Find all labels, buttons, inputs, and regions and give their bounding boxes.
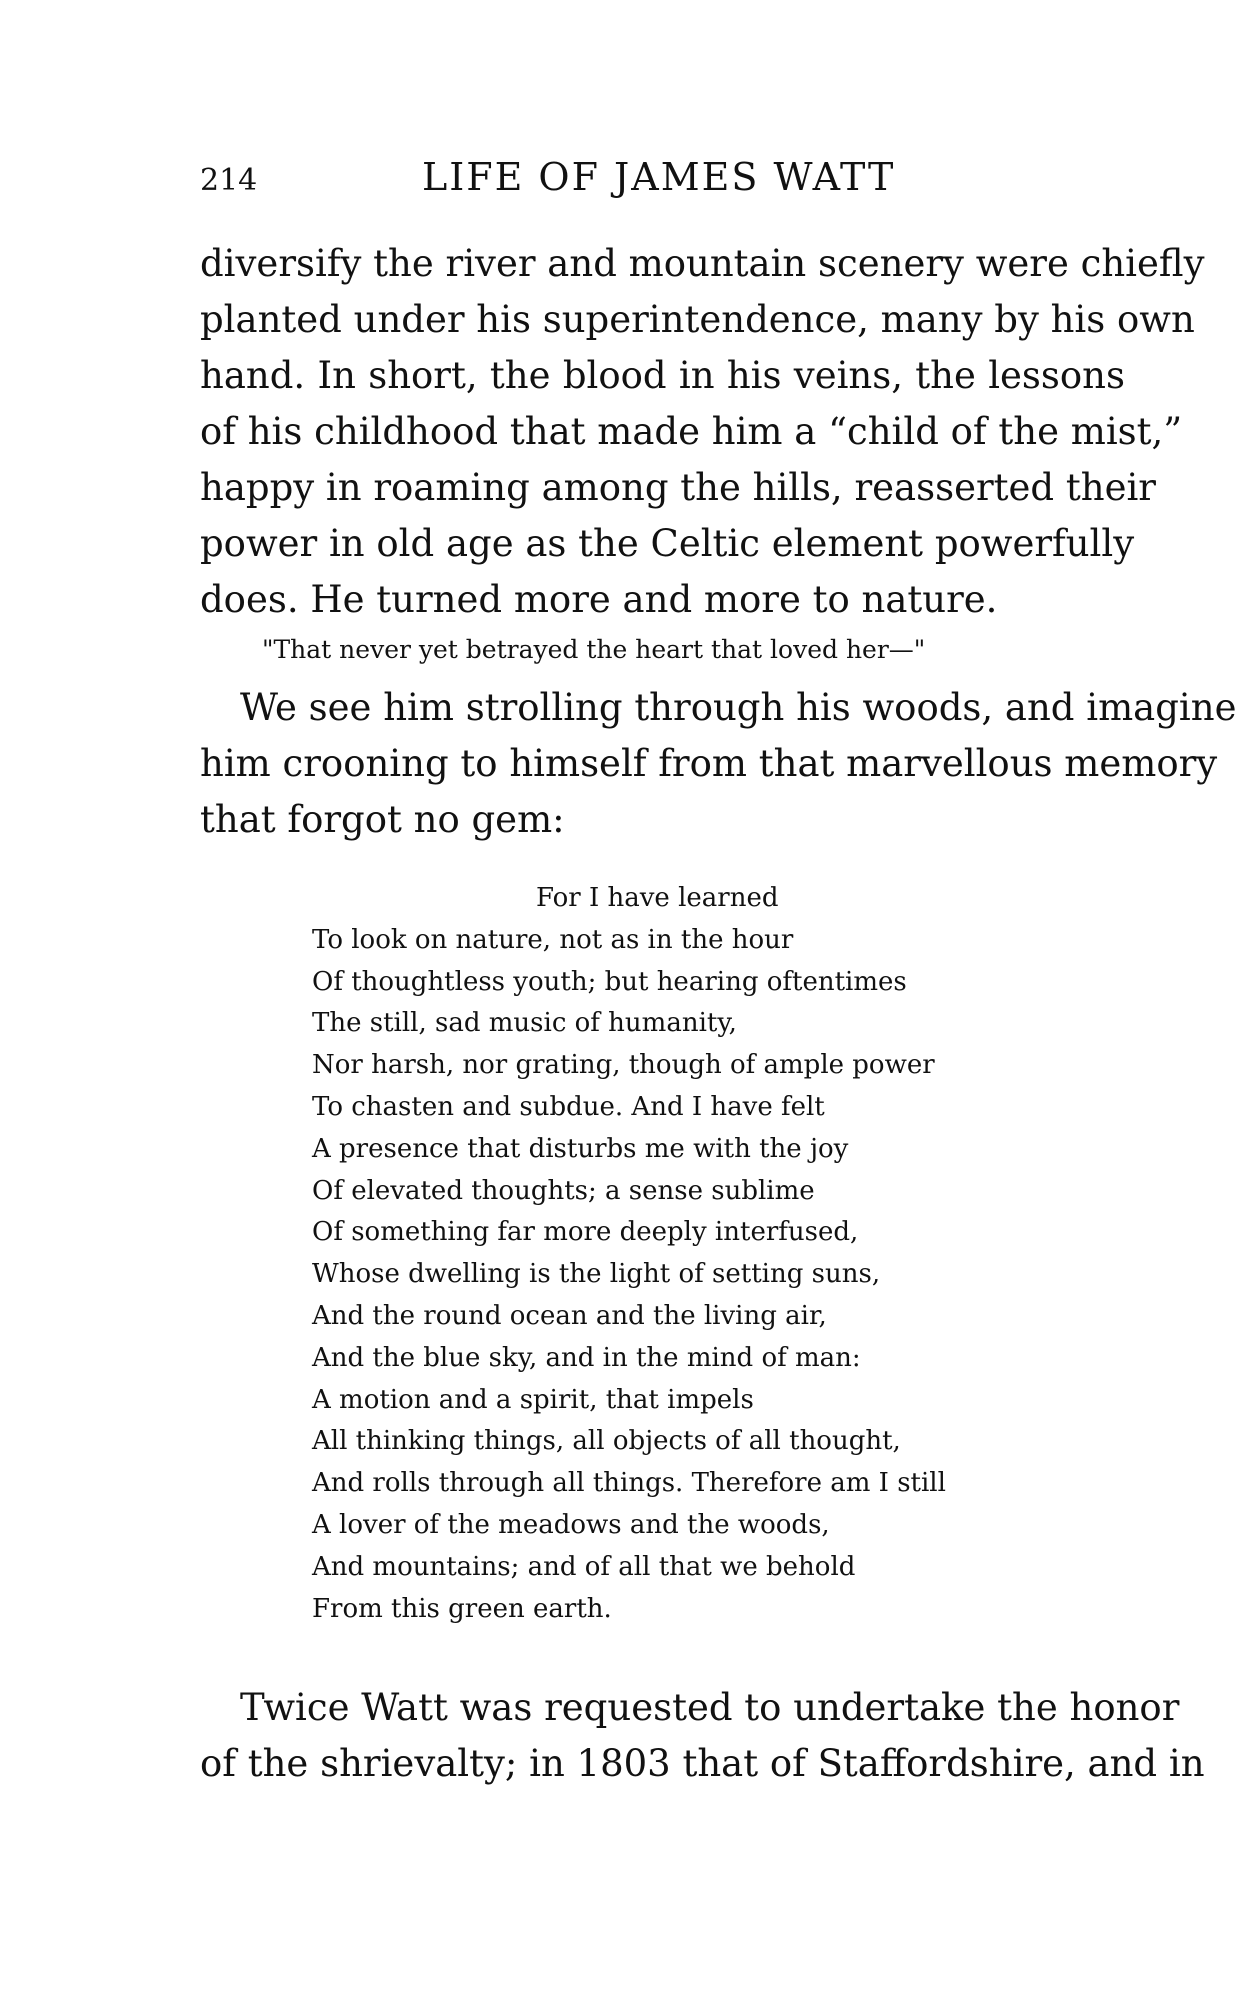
text-line: power in old age as the Celtic element powerfully [200,522,1135,565]
text-line: him crooning to himself from that marvellous memory [200,742,1218,785]
page-number: 214 [200,163,258,198]
poem-line: To chasten and subdue. And I have felt [312,1091,825,1122]
poem-line: Of elevated thoughts; a sense sublime [312,1175,815,1206]
poem-line: Whose dwelling is the light of setting suns, [312,1259,881,1290]
poem-line: Nor harsh, nor grating, though of ample power [312,1050,935,1081]
text-line: planted under his superintendence, many by his own [200,298,1195,341]
running-head [200,155,1125,205]
text-line: of his childhood that made him a “child of the mist,” [200,410,1183,453]
text-line: does. He turned more and more to nature. [200,578,998,621]
poem-line: To look on nature, not as in the hour [312,924,794,955]
poem-line: From this green earth. [312,1593,612,1624]
poem-line: For I have learned [536,883,779,913]
text-line: hand. In short, the blood in his veins, the lessons [200,354,1125,397]
poem-block [312,878,1072,1630]
text-line: Twice Watt was requested to undertake the honor [240,1686,1180,1729]
poem-line: And the round ocean and the living air, [312,1300,827,1331]
paragraph-3 [200,1680,1205,1792]
paragraph-2 [200,680,1237,848]
text-line: We see him strolling through his woods, and imagine [240,686,1237,729]
poem-line: A lover of the meadows and the woods, [312,1509,830,1540]
text-line: that forgot no gem: [200,798,565,841]
paragraph-1 [200,236,1205,628]
poem-line: And rolls through all things. Therefore am I still [312,1468,946,1499]
poem-line: And mountains; and of all that we behold [312,1551,856,1582]
poem-line: All thinking things, all objects of all thought, [312,1426,901,1457]
quoted-verse-line: "That never yet betrayed the heart that loved her—" [262,635,926,664]
poem-line: Of something far more deeply interfused, [312,1217,859,1248]
text-line: happy in roaming among the hills, reasserted their [200,466,1156,509]
poem-line: A presence that disturbs me with the joy [312,1133,849,1164]
text-line: of the shrievalty; in 1803 that of Staffordshire, and in [200,1742,1205,1785]
poem-line: The still, sad music of humanity, [312,1008,737,1039]
poem-line: A motion and a spirit, that impels [312,1384,754,1415]
poem-line: And the blue sky, and in the mind of man: [312,1342,861,1373]
text-line: diversify the river and mountain scenery were chiefly [200,242,1205,285]
running-title: LIFE OF JAMES WATT [422,155,896,199]
poem-line: Of thoughtless youth; but hearing oftentimes [312,966,907,997]
